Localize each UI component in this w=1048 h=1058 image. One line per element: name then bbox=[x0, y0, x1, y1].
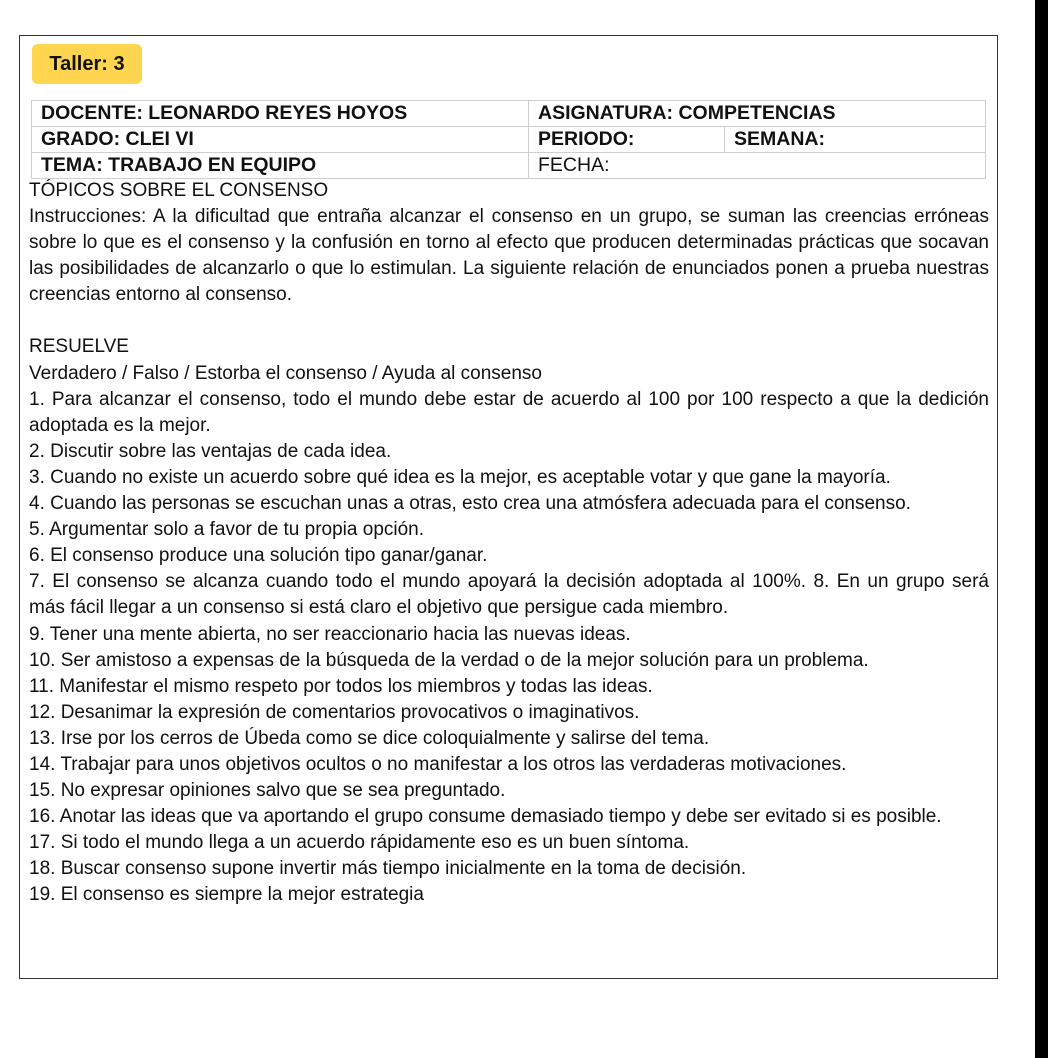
screen-edge-bar bbox=[1035, 0, 1048, 1058]
list-item: 10. Ser amistoso a expensas de la búsqueda de la verdad o de la mejor solución para un problema. bbox=[29, 649, 869, 671]
list-item: 11. Manifestar el mismo respeto por todos los miembros y todas las ideas. bbox=[29, 675, 653, 697]
week-cell: SEMANA: bbox=[725, 127, 986, 153]
date-cell: FECHA: bbox=[529, 153, 986, 179]
list-item: 17. Si todo el mundo llega a un acuerdo rápidamente eso es un buen síntoma. bbox=[29, 832, 690, 854]
list-item: 4. Cuando las personas se escuchan unas a otras, esto crea una atmósfera adecuada para el consenso. bbox=[29, 493, 911, 515]
period-cell: PERIODO: bbox=[529, 127, 725, 153]
grade-cell: GRADO: CLEI VI bbox=[32, 127, 529, 153]
list-item: 7. El consenso se alcanza cuando todo el mundo apoyará la decisión adoptada al 100%. 8. En un grupo será más fácil llegar a un consenso si está claro el objetivo que persigue cada miembro. bbox=[29, 571, 989, 619]
worksheet-body bbox=[29, 178, 989, 909]
list-item: 14. Trabajar para unos objetivos ocultos o no manifestar a los otros las verdaderas motivaciones. bbox=[29, 753, 847, 775]
topic-cell: TEMA: TRABAJO EN EQUIPO bbox=[32, 153, 529, 179]
list-item: 12. Desanimar la expresión de comentarios provocativos o imaginativos. bbox=[29, 701, 640, 723]
answer-options: Verdadero / Falso / Estorba el consenso / Ayuda al consenso bbox=[29, 362, 542, 384]
list-item: 19. El consenso es siempre la mejor estrategia bbox=[29, 884, 424, 906]
spacer bbox=[29, 308, 989, 334]
list-item: 1. Para alcanzar el consenso, todo el mundo debe estar de acuerdo al 100 por 100 respecto a que la dedición adoptada es la mejor. bbox=[29, 388, 989, 436]
instructions-paragraph: Instrucciones: A la dificultad que entraña alcanzar el consenso en un grupo, se suman las creencias erróneas sobre lo que es el consenso y la confusión en torno al efecto que producen determinadas prácticas que socavan las posibilidades de alcanzarlo o que lo estimulan. La siguiente relación de enunciados ponen a prueba nuestras creencias entorno al consenso. bbox=[29, 206, 989, 306]
header-row-1 bbox=[32, 101, 986, 127]
header-row-2 bbox=[32, 127, 986, 153]
list-item: 5. Argumentar solo a favor de tu propia opción. bbox=[29, 519, 425, 541]
header-table bbox=[31, 100, 986, 179]
header-row-3 bbox=[32, 153, 986, 179]
teacher-cell: DOCENTE: LEONARDO REYES HOYOS bbox=[32, 101, 529, 127]
resuelve-heading: RESUELVE bbox=[29, 336, 129, 358]
list-item: 13. Irse por los cerros de Úbeda como se dice coloquialmente y salirse del tema. bbox=[29, 727, 710, 749]
list-item: 9. Tener una mente abierta, no ser reaccionario hacia las nuevas ideas. bbox=[29, 623, 631, 645]
list-item: 6. El consenso produce una solución tipo ganar/ganar. bbox=[29, 545, 488, 567]
list-item: 18. Buscar consenso supone invertir más tiempo inicialmente en la toma de decisión. bbox=[29, 858, 747, 880]
list-item: 15. No expresar opiniones salvo que se sea preguntado. bbox=[29, 780, 506, 802]
list-item: 2. Discutir sobre las ventajas de cada idea. bbox=[29, 440, 392, 462]
list-item: 3. Cuando no existe un acuerdo sobre qué idea es la mejor, es aceptable votar y que gane la mayoría. bbox=[29, 466, 891, 488]
workshop-badge: Taller: 3 bbox=[32, 44, 142, 84]
subject-cell: ASIGNATURA: COMPETENCIAS bbox=[529, 101, 986, 127]
section-title: TÓPICOS SOBRE EL CONSENSO bbox=[29, 180, 329, 201]
list-item: 16. Anotar las ideas que va aportando el grupo consume demasiado tiempo y debe ser evitado si es posible. bbox=[29, 806, 942, 828]
